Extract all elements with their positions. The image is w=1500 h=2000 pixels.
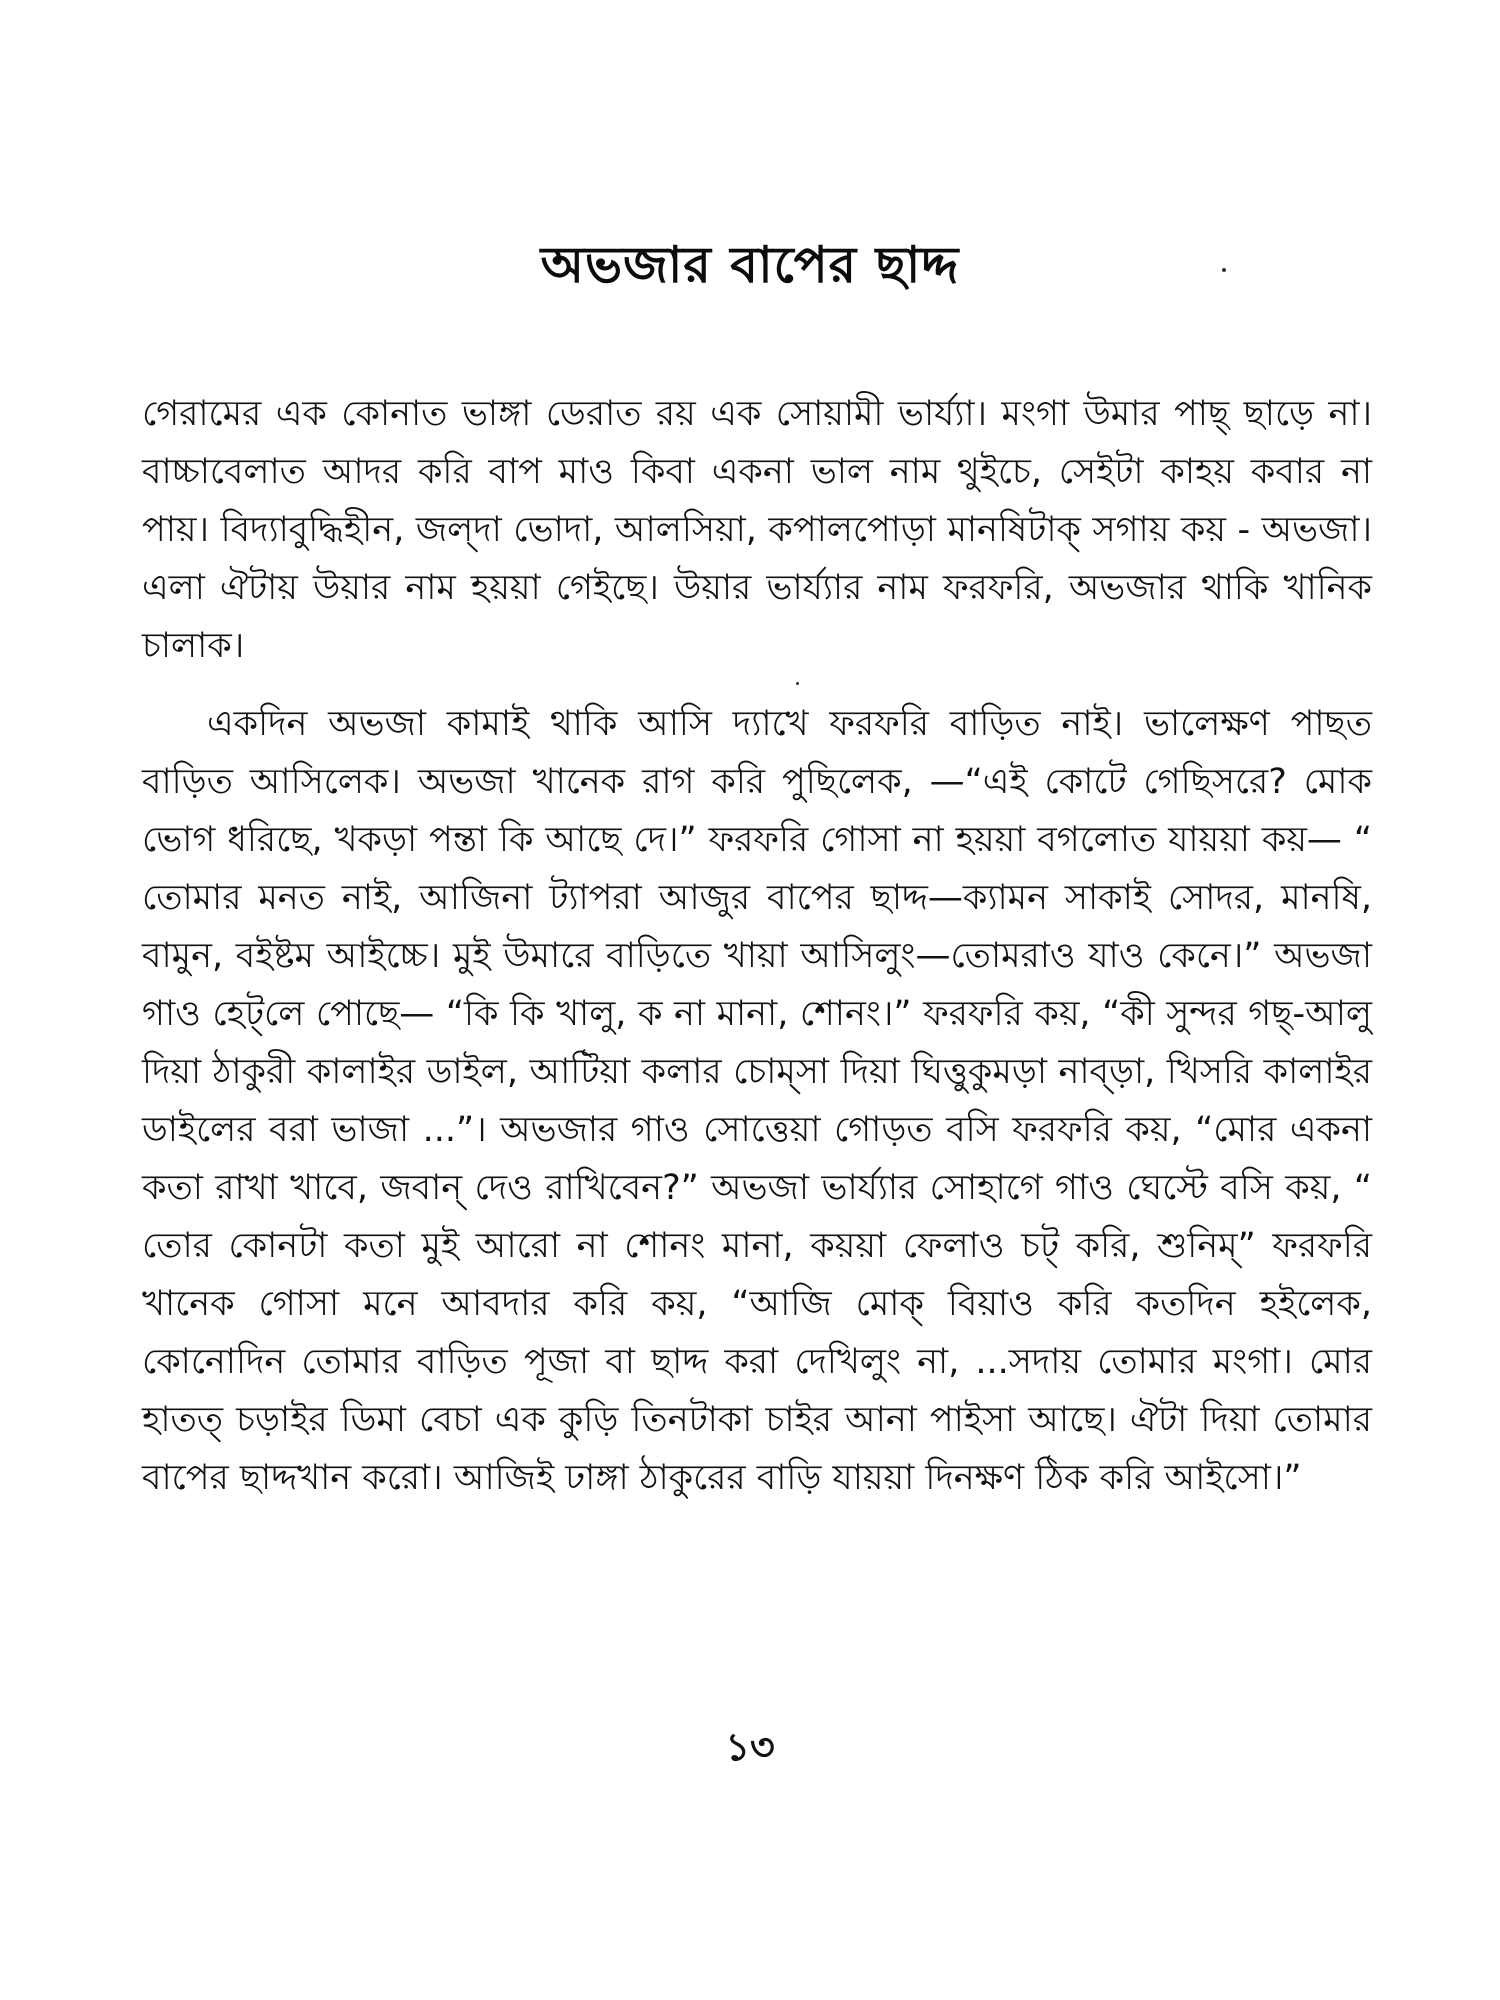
scan-speck <box>1222 268 1226 272</box>
page-number: ১৩ <box>725 1725 775 1769</box>
paragraph-2: একদিন অভজা কামাই থাকি আসি দ্যাখে ফরফরি বাড়িত নাই। ভালেক্ষণ পাছত বাড়িত আসিলেক। অভজা খানেক রাগ করি পুছিলেক, —“এই কোটে গেছিসরে? মোক ভোগ ধরিছে, খকড়া পন্তা কি আছে দে।” ফরফরি গোসা না হয়য়া বগলোত যায়য়া কয়— “ তোমার মনত নাই, আজিনা ট্যাপরা আজুর বাপের ছাদ্দ—ক্যামন সাকাই সোদর, মানষি, বামুন, বইষ্টম আইচ্চে। মুই উমারে বাড়িতে খায়া আসিলুং—তোমরাও যাও কেনে।” অভজা গাও হেট্‌লে পোছে— “কি কি খালু, ক না মানা, শোনং।” ফরফরি কয়, “কী সুন্দর গছ্‌-আলু দিয়া ঠাকুরী কালাইর ডাইল, আটিয়া কলার চোম্‌সা দিয়া ঘিত্তুকুমড়া নাব্‌ড়া, খিসরি কালাইর ডাইলের বরা ভাজা ...”। অভজার গাও সোত্তেয়া গোড়ত বসি ফরফরি কয়, “মোর একনা কতা রাখা খাবে, জবান্‌ দেও রাখিবেন?” অভজা ভার্য্যার সোহাগে গাও ঘেস্টে বসি কয়, “ তোর কোনটা কতা মুই আরো না শোনং মানা, কয়য়া ফেলাও চট্‌ করি, শুনিম্‌” ফরফরি খানেক গোসা মনে আবদার করি কয়, “আজি মোক্‌ বিয়াও করি কতদিন হইলেক, কোনোদিন তোমার বাড়িত পূজা বা ছাদ্দ করা দেখিলুং না, ...সদায় তোমার মংগা। মোর হাতত্‌ চড়াইর ডিমা বেচা এক কুড়ি তিনটাকা চাইর আনা পাইসা আছে। ঐটা দিয়া তোমার বাপের ছাদ্দখান করো। আজিই ঢাঙ্গা ঠাকুরের বাড়ি যায়য়া দিনক্ষণ ঠিক করি আইসো।” <box>142 704 1372 1498</box>
chapter-title: অভজার বাপের ছাদ্দ <box>540 236 960 294</box>
paragraph-1: গেরামের এক কোনাত ভাঙ্গা ডেরাত রয় এক সোয়ামী ভার্য্যা। মংগা উমার পাছ্‌ ছাড়ে না। বাচ্চাবেলাত আদর করি বাপ মাও কিবা একনা ভাল নাম থুইচে, সেইটা কাহয় কবার না পায়। বিদ্যাবুদ্ধিহীন, জল্‌দা ভোদা, আলসিয়া, কপালপোড়া মানষিটাক্‌ সগায় কয় - অভজা। এলা ঐটায় উয়ার নাম হয়য়া গেইছে। উয়ার ভার্য্যার নাম ফরফরি, অভজার থাকি খানিক চালাক। <box>142 394 1372 666</box>
body-text <box>142 385 1372 1507</box>
scan-speck <box>796 682 799 685</box>
